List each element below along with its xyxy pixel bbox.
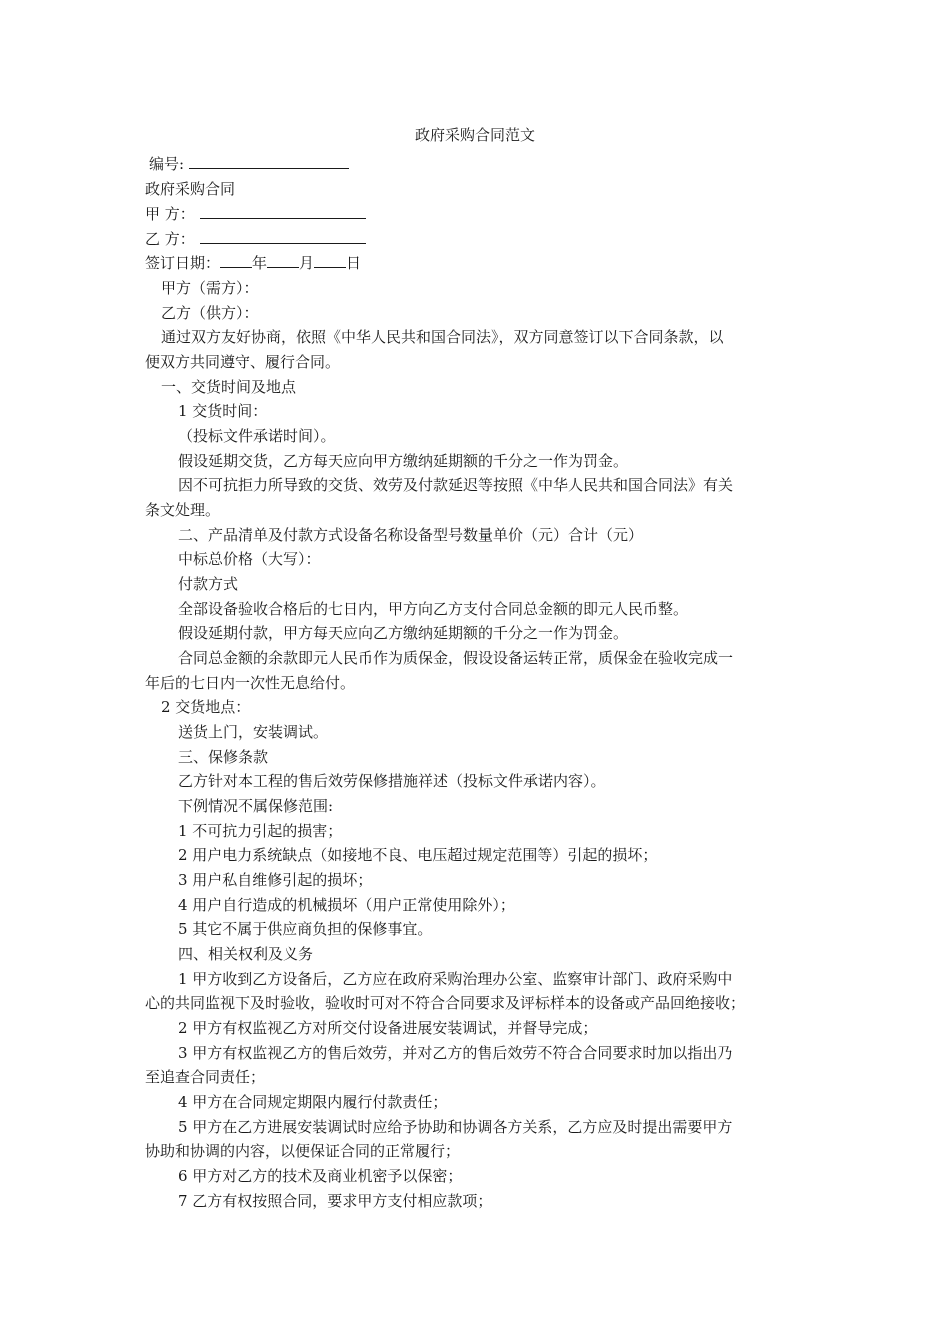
rights-item-5-line-2: 协助和协调的内容，以便保证合同的正常履行； bbox=[145, 1142, 461, 1160]
section3-heading: 三、保修条款 bbox=[178, 748, 269, 766]
contract-number-row bbox=[149, 154, 349, 174]
party-b-row bbox=[145, 229, 366, 249]
payment-method: 付款方式 bbox=[178, 575, 239, 593]
section1-heading: 一、交货时间及地点 bbox=[161, 378, 297, 396]
party-a-role: 甲方（需方）： bbox=[161, 279, 259, 297]
delay-penalty: 假设延期交货，乙方每天应向甲方缴纳延期额的千分之一作为罚金。 bbox=[178, 452, 629, 470]
rights-item-2: 2 甲方有权监视乙方对所交付设备进展安装调试，并督导完成； bbox=[178, 1019, 598, 1037]
exclusion-item: 3 用户私自维修引起的损坏； bbox=[178, 871, 373, 889]
year-blank bbox=[220, 253, 252, 268]
bid-price: 中标总价格（大写）： bbox=[178, 550, 321, 568]
sign-date-row bbox=[145, 253, 361, 273]
rights-item-6: 6 甲方对乙方的技术及商业机密予以保密； bbox=[178, 1167, 463, 1185]
force-majeure-line-1: 因不可抗拒力所导致的交货、效劳及付款延迟等按照《中华人民共和国合同法》有关 bbox=[178, 476, 734, 494]
rights-item-3-line-2: 至追查合同责任； bbox=[145, 1068, 266, 1086]
day-label: 日 bbox=[346, 254, 362, 272]
party-b-role: 乙方（供方）： bbox=[161, 304, 259, 322]
contract-number-label: 编号: bbox=[149, 155, 185, 173]
intro-line-1: 通过双方友好协商，依照《中华人民共和国合同法》，双方同意签订以下合同条款，以 bbox=[161, 328, 724, 346]
exclusion-item: 2 用户电力系统缺点（如接地不良、电压超过规定范围等）引起的损坏； bbox=[178, 846, 658, 864]
day-blank bbox=[314, 253, 346, 268]
rights-item-5-line-1: 5 甲方在乙方进展安装调试时应给予协助和协调各方关系，乙方应及时提出需要甲方 bbox=[178, 1118, 733, 1136]
contract-number-blank bbox=[189, 154, 349, 169]
contract-name: 政府采购合同 bbox=[145, 180, 236, 198]
rights-item-7: 7 乙方有权按照合同，要求甲方支付相应款项； bbox=[178, 1192, 493, 1210]
rights-item-1-line-2: 心的共同监视下及时验收，验收时可对不符合合同要求及评标样本的设备或产品回绝接收； bbox=[145, 994, 746, 1012]
party-b-label: 乙 方： bbox=[145, 230, 195, 248]
force-majeure-line-2: 条文处理。 bbox=[145, 501, 221, 519]
sign-date-label: 签订日期： bbox=[145, 254, 221, 272]
party-a-label: 甲 方： bbox=[145, 205, 195, 223]
month-label: 月 bbox=[299, 254, 315, 272]
exclusion-item: 4 用户自行造成的机械损坏（用户正常使用除外）； bbox=[178, 896, 515, 914]
payment-rule: 全部设备验收合格后的七日内，甲方向乙方支付合同总金额的即元人民币整。 bbox=[178, 600, 689, 618]
section4-heading: 四、相关权利及义务 bbox=[178, 945, 314, 963]
warranty-deposit-line-1: 合同总金额的余款即元人民币作为质保金，假设设备运转正常，质保金在验收完成一 bbox=[178, 649, 734, 667]
party-a-row bbox=[145, 204, 366, 224]
year-label: 年 bbox=[252, 254, 268, 272]
document-title: 政府采购合同范文 bbox=[414, 126, 535, 144]
rights-item-1-line-1: 1 甲方收到乙方设备后，乙方应在政府采购治理办公室、监察审计部门、政府采购中 bbox=[178, 970, 733, 988]
after-sales: 乙方针对本工程的售后效劳保修措施祥述（投标文件承诺内容）。 bbox=[178, 772, 606, 790]
warranty-deposit-line-2: 年后的七日内一次性无息给付。 bbox=[145, 674, 356, 692]
rights-item-3-line-1: 3 甲方有权监视乙方的售后效劳，并对乙方的售后效劳不符合合同要求时加以指出乃 bbox=[178, 1044, 733, 1062]
section2-heading: 二、产品清单及付款方式设备名称设备型号数量单价（元）合计（元） bbox=[178, 526, 644, 544]
delivery-time: 1 交货时间： bbox=[178, 402, 268, 420]
delivery-place: 2 交货地点： bbox=[161, 698, 251, 716]
rights-item-4: 4 甲方在合同规定期限内履行付款责任； bbox=[178, 1093, 448, 1111]
tender-time: （投标文件承诺时间）。 bbox=[178, 427, 336, 445]
intro-line-2: 便双方共同遵守、履行合同。 bbox=[145, 353, 341, 371]
payment-delay: 假设延期付款，甲方每天应向乙方缴纳延期额的千分之一作为罚金。 bbox=[178, 624, 629, 642]
exclusions-intro: 下例情况不属保修范围: bbox=[178, 797, 334, 815]
delivery-install: 送货上门，安装调试。 bbox=[178, 723, 329, 741]
month-blank bbox=[267, 253, 299, 268]
party-a-blank bbox=[200, 204, 366, 219]
exclusion-item: 5 其它不属于供应商负担的保修事宜。 bbox=[178, 920, 433, 938]
party-b-blank bbox=[200, 229, 366, 244]
exclusion-item: 1 不可抗力引起的损害； bbox=[178, 822, 343, 840]
